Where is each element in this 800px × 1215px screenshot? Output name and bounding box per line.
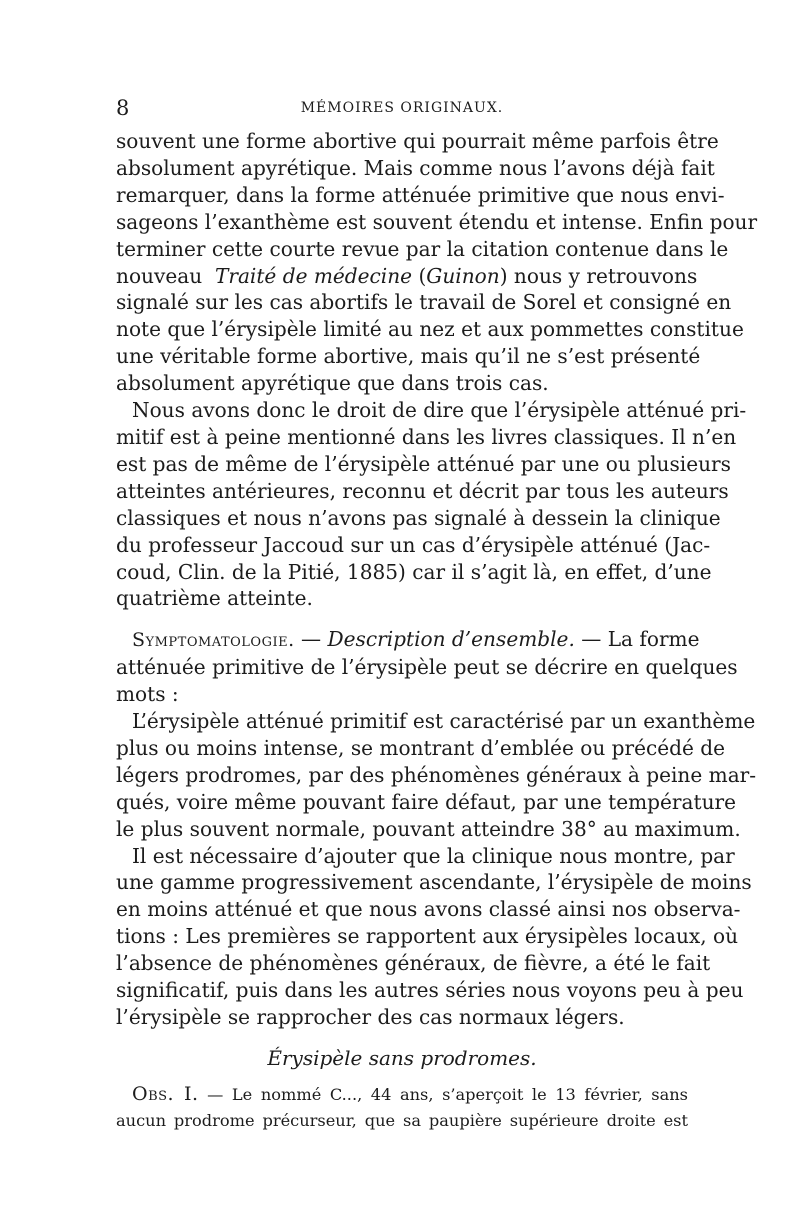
text-line: qués, voire même pouvant faire défaut, par une température [116,789,737,814]
text-line: absolument apyrétique que dans trois cas. [116,371,549,396]
body-text [116,128,758,1134]
text-line: signalé sur les cas abortifs le travail de Sorel et consigné en [116,290,732,315]
text-line: Il est nécessaire d’ajouter que la clinique nous montre, par [132,843,735,868]
text-line: souvent une forme abortive qui pourrait même parfois être [116,129,719,153]
paragraph [116,843,752,1031]
text-fragment: — [294,627,328,652]
text-line: sageons l’exanthème est souvent étendu et intense. Enfin pour [116,209,758,234]
page-header [116,96,688,126]
text-line: une gamme progressivement ascendante, l’érysipèle de moins [116,870,752,895]
text-line: note que l’érysipèle limité au nez et aux pommettes constitue [116,317,744,342]
text-line: du professeur Jaccoud sur un cas d’érysipèle atténué (Jac- [116,532,711,557]
section-label: Symptomatologie. [132,629,295,652]
text-line: mitif est à peine mentionné dans les livres classiques. Il n’en [116,424,737,449]
text-line: en moins atténué et que nous avons classé ainsi nos observa- [116,897,741,922]
observation-label: Obs. I. [132,1082,199,1105]
text-line: significatif, puis dans les autres séries nous voyons peu à peu [116,978,744,1003]
paragraph [116,397,747,612]
text-fragment: ) nous y retrouvons [499,263,698,288]
text-line: remarquer, dans la forme atténuée primitive que nous envi- [116,182,725,207]
author-name: Guinon [426,263,500,288]
text-fragment: ( [418,263,427,288]
text-line: est pas de même de l’érysipèle atténué par une ou plusieurs [116,451,731,476]
paragraph [116,708,757,843]
section-subtitle: Description d’ensemble. [327,627,575,652]
text-line: absolument apyrétique. Mais comme nous l’avons déjà fait [116,155,715,180]
section-heading: Érysipèle sans prodromes. [267,1045,537,1070]
text-line: Nous avons donc le droit de dire que l’érysipèle atténué pri- [132,398,747,423]
text-line: aucun prodrome précurseur, que sa paupière supérieure droite est [116,1110,688,1130]
observation-paragraph [116,1081,688,1134]
paragraph [116,626,738,708]
text-line: coud, Clin. de la Pitié, 1885) car il s’agit là, en effet, d’une [116,559,712,584]
text-line: plus ou moins intense, se montrant d’emblée ou précédé de [116,735,726,760]
text-line: l’érysipèle se rapprocher des cas normaux légers. [116,1005,625,1029]
text-line: une véritable forme abortive, mais qu’il ne s’est présenté [116,344,701,369]
text-line: classiques et nous n’avons pas signalé à dessein la clinique [116,505,721,530]
text-fragment: nouveau [116,263,203,288]
paragraph-gap [116,612,688,626]
text-fragment: — Le nommé C..., 44 ans, s’aperçoit le 13 février, sans [198,1084,688,1104]
text-line: atténuée primitive de l’érysipèle peut se décrire en quelques [116,655,738,680]
text-line: terminer cette courte revue par la citation contenue dans le [116,236,729,261]
text-line: atteintes antérieures, reconnu et décrit par tous les auteurs [116,478,729,503]
text-line: mots : [116,682,179,707]
text-line: L’érysipèle atténué primitif est caractérisé par un exanthème [132,709,756,734]
text-fragment: — La forme [574,627,700,652]
paragraph-gap [116,1031,688,1045]
text-line: l’absence de phénomènes généraux, de fièvre, a été le fait [116,951,711,976]
paragraph [116,128,758,397]
text-line: tions : Les premières se rapportent aux érysipèles locaux, où [116,924,739,949]
text-line-with-label [116,1081,688,1108]
text-line: le plus souvent normale, pouvant atteindre 38° au maximum. [116,816,741,841]
text-line-with-citation [116,263,698,290]
page-number: 8 [116,96,130,120]
text-line-with-heading [116,626,700,654]
text-line: légers prodromes, par des phénomènes généraux à peine mar- [116,762,757,787]
text-line: quatrième atteinte. [116,586,313,611]
running-title: MÉMOIRES ORIGINAUX. [300,100,504,116]
book-title: Traité de médecine [214,263,413,288]
